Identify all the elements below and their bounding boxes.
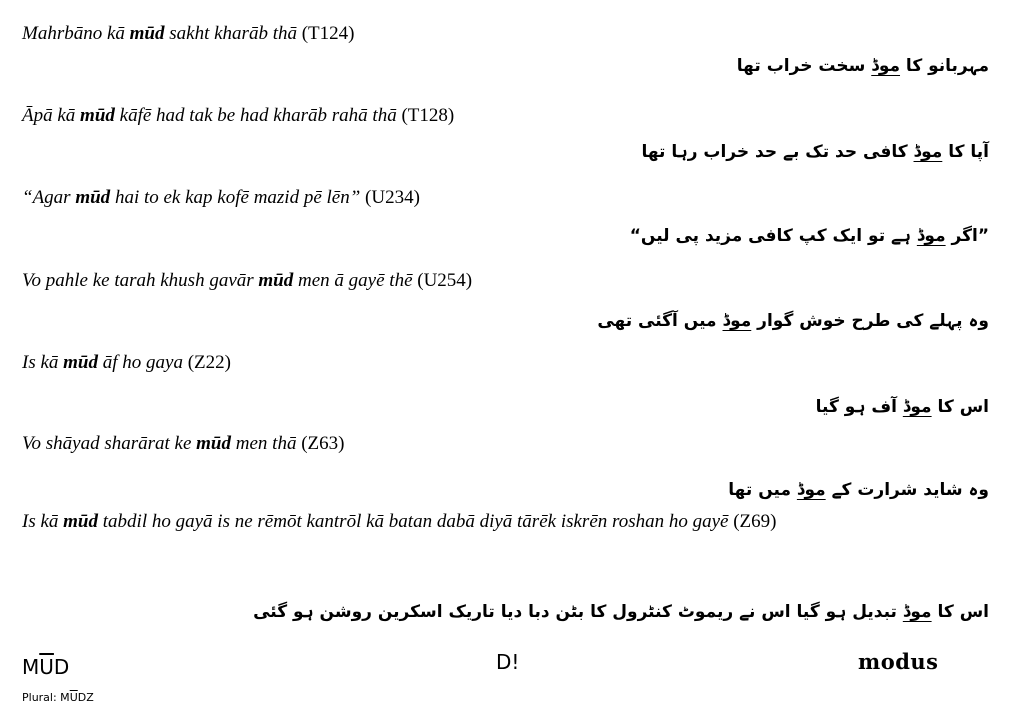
translit-text: men ā gayē thē (293, 270, 413, 291)
source-ref: (Z22) (182, 352, 231, 373)
urdu-keyword: موڈ (796, 480, 826, 500)
translit-text: āf ho gaya (98, 352, 183, 373)
urdu-text: سخت خراب تھا (736, 56, 872, 76)
headword-letter: M (22, 655, 40, 679)
plural-form (22, 691, 94, 705)
plural-text: DZ (77, 691, 94, 704)
translit-text: Mahrbāno kā (22, 23, 130, 44)
translit-text: Is kā (22, 352, 64, 373)
translit-text: Vo shāyad sharārat ke (22, 433, 197, 454)
keyword-mud: mūd (63, 511, 99, 532)
plural-text: Plural: M (22, 691, 70, 704)
urdu-text: کافی حد تک بے حد خراب رہا تھا (641, 142, 914, 162)
urdu-keyword: موڈ (871, 56, 901, 76)
urdu-line-7 (253, 600, 989, 624)
urdu-text: وہ پہلے کی طرح خوش گوار (751, 311, 989, 331)
urdu-text: میں تھا (728, 480, 797, 500)
transliteration-line-4 (22, 269, 1008, 293)
source-ref: (T124) (296, 23, 355, 44)
keyword-mud: mūd (258, 270, 294, 291)
urdu-keyword: موڈ (902, 397, 932, 417)
headword-letter: D (53, 655, 70, 679)
transliteration-line-5 (22, 351, 1008, 375)
urdu-line-3 (630, 224, 989, 248)
urdu-keyword: موڈ (722, 311, 752, 331)
keyword-mud: mūd (75, 187, 111, 208)
translit-text: kāfē had tak be had kharāb rahā thā (114, 105, 397, 126)
urdu-text: مہربانو کا (900, 56, 989, 76)
source-ref: (T128) (396, 105, 455, 126)
urdu-line-1 (737, 54, 989, 78)
urdu-line-4 (597, 309, 989, 333)
transliteration-line-2 (22, 104, 1008, 128)
source-ref: (U254) (412, 270, 473, 291)
urdu-line-2 (641, 140, 989, 164)
transliteration-line-3 (22, 186, 1008, 210)
keyword-mud: mūd (196, 433, 232, 454)
headword-letter-overbar: $\overline{U}$ (39, 655, 54, 679)
translit-text: Āpā kā (22, 105, 81, 126)
translit-text: sakht kharāb thā (164, 23, 297, 44)
urdu-text: آپا کا (942, 142, 989, 162)
urdu-text: میں آگئی تھی (597, 311, 723, 331)
urdu-text: ”اگر (945, 226, 989, 246)
keyword-mud: mūd (129, 23, 165, 44)
source-ref: (Z69) (728, 511, 777, 532)
keyword-mud: mūd (63, 352, 99, 373)
urdu-text: وہ شاید شرارت کے (825, 480, 989, 500)
keyword-mud: mūd (80, 105, 115, 126)
urdu-keyword: موڈ (916, 226, 946, 246)
headword (22, 655, 69, 679)
translit-text: Vo pahle ke tarah khush gavār (22, 270, 259, 291)
source-ref: (U234) (360, 187, 420, 208)
transliteration-line-7 (22, 510, 1008, 534)
urdu-text: آف ہو گیا (815, 397, 903, 417)
translit-text: men thā (231, 433, 297, 454)
etymon: modus (858, 649, 939, 674)
urdu-text: اس کا (931, 602, 989, 622)
urdu-text: تبدیل ہو گیا اس نے ریموٹ کنٹرول کا بٹن دبا دیا تاریک اسکرین روشن ہو گئی (253, 602, 903, 622)
urdu-line-5 (816, 395, 989, 419)
urdu-keyword: موڈ (902, 602, 932, 622)
transliteration-line-6 (22, 432, 1008, 456)
urdu-text: ہے تو ایک کپ کافی مزید پی لیں“ (629, 226, 917, 246)
translit-text: hai to ek kap kofē mazid pē lēn” (110, 187, 361, 208)
source-ref: (Z63) (296, 433, 345, 454)
translit-text: “Agar (22, 187, 76, 208)
plural-letter-overbar: $\overline{U}$ (69, 691, 78, 704)
middle-mark: D! (496, 650, 520, 674)
urdu-keyword: موڈ (913, 142, 943, 162)
translit-text: Is kā (22, 511, 64, 532)
urdu-line-6 (728, 478, 989, 502)
urdu-text: اس کا (931, 397, 989, 417)
transliteration-line-1 (22, 22, 1008, 46)
translit-text: tabdil ho gayā is ne rēmōt kantrōl kā batan dabā diyā tārēk iskrēn roshan ho gayē (98, 511, 729, 532)
